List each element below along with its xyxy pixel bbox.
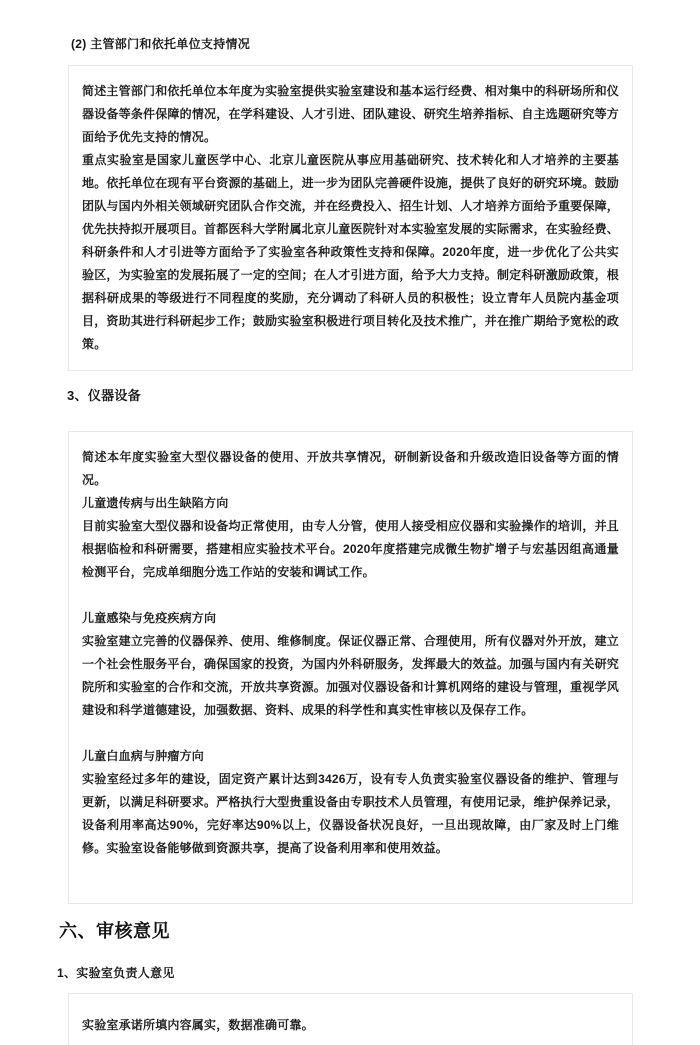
direction-title: 儿童白血病与肿瘤方向 xyxy=(82,749,205,763)
report-page xyxy=(0,36,700,1032)
direction-block-leukemia xyxy=(82,745,619,860)
direction-body: 实验室建立完善的仪器保养、使用、维修制度。保证仪器正常、合理使用，所有仪器对外开放，建立一个社会性服务平台，确保国家的投资，为国内外科研服务，发挥最大的效益。加强与国内有关研究院所和实验室的合作和交流，开放共享资源。加强对仪器设备和计算机网络的建设与管理，重视学风建设和科学道德建设，加强数据、资料、成果的科学性和真实性审核以及保存工作。 xyxy=(82,634,619,717)
instruments-intro-paragraph: 简述本年度实验室大型仪器设备的使用、开放共享情况，研制新设备和升级改造旧设备等方面的情况。 xyxy=(82,450,619,487)
direction-block-genetic xyxy=(82,492,619,584)
support-text-box xyxy=(68,65,633,371)
direction-title: 儿童遗传病与出生缺陷方向 xyxy=(82,496,229,510)
review-statement: 实验室承诺所填内容属实，数据准确可靠。 xyxy=(82,1018,314,1032)
support-intro-paragraph: 简述主管部门和依托单位本年度为实验室提供实验室建设和基本运行经费、相对集中的科研场所和仪器设备等条件保障的情况，在学科建设、人才引进、团队建设、研究生培养指标、自主选题研究等方面给予优先支持的情况。 xyxy=(82,84,619,144)
direction-title: 儿童感染与免疫疾病方向 xyxy=(82,611,217,625)
support-section-heading: (2) 主管部门和依托单位支持情况 xyxy=(71,37,251,51)
review-statement-box xyxy=(68,993,633,1045)
direction-block-infection xyxy=(82,607,619,722)
instruments-section-heading: 3、仪器设备 xyxy=(67,388,142,403)
review-subsection-heading: 1、实验室负责人意见 xyxy=(57,966,175,980)
support-body-paragraph: 重点实验室是国家儿童医学中心、北京儿童医院从事应用基础研究、技术转化和人才培养的主要基地。依托单位在现有平台资源的基础上，进一步为团队完善硬件设施，提供了良好的研究环境。鼓励团队与国内外相关领域研究团队合作交流，并在经费投入、招生计划、人才培养方面给予重要保障，优先扶持拟开展项目。首都医科大学附属北京儿童医院针对本实验室发展的实际需求，在实验经费、科研条件和人才引进等方面给予了实验室各种政策性支持和保障。2020年度，进一步优化了公共实验区，为实验室的发展拓展了一定的空间；在人才引进方面，给予大力支持。制定科研激励政策，根据科研成果的等级进行不同程度的奖励，充分调动了科研人员的积极性；设立青年人员院内基金项目，资助其进行科研起步工作；鼓励实验室积极进行项目转化及技术推广，并在推广期给予宽松的政策。 xyxy=(82,153,619,351)
instruments-text-box xyxy=(68,431,633,904)
review-section-heading: 六、审核意见 xyxy=(59,921,170,941)
direction-body: 实验室经过多年的建设，固定资产累计达到3426万，设有专人负责实验室仪器设备的维护、管理与更新，以满足科研要求。严格执行大型贵重设备由专职技术人员管理，有使用记录，维护保养记录，设备利用率高达90%，完好率达90%以上，仪器设备状况良好，一旦出现故障，由厂家及时上门维修。实验室设备能够做到资源共享，提高了设备利用率和使用效益。 xyxy=(82,772,619,855)
direction-body: 目前实验室大型仪器和设备均正常使用，由专人分管，使用人接受相应仪器和实验操作的培训，并且根据临检和科研需要，搭建相应实验技术平台。2020年度搭建完成微生物扩增子与宏基因组高通量检测平台，完成单细胞分选工作站的安装和调试工作。 xyxy=(82,519,619,579)
